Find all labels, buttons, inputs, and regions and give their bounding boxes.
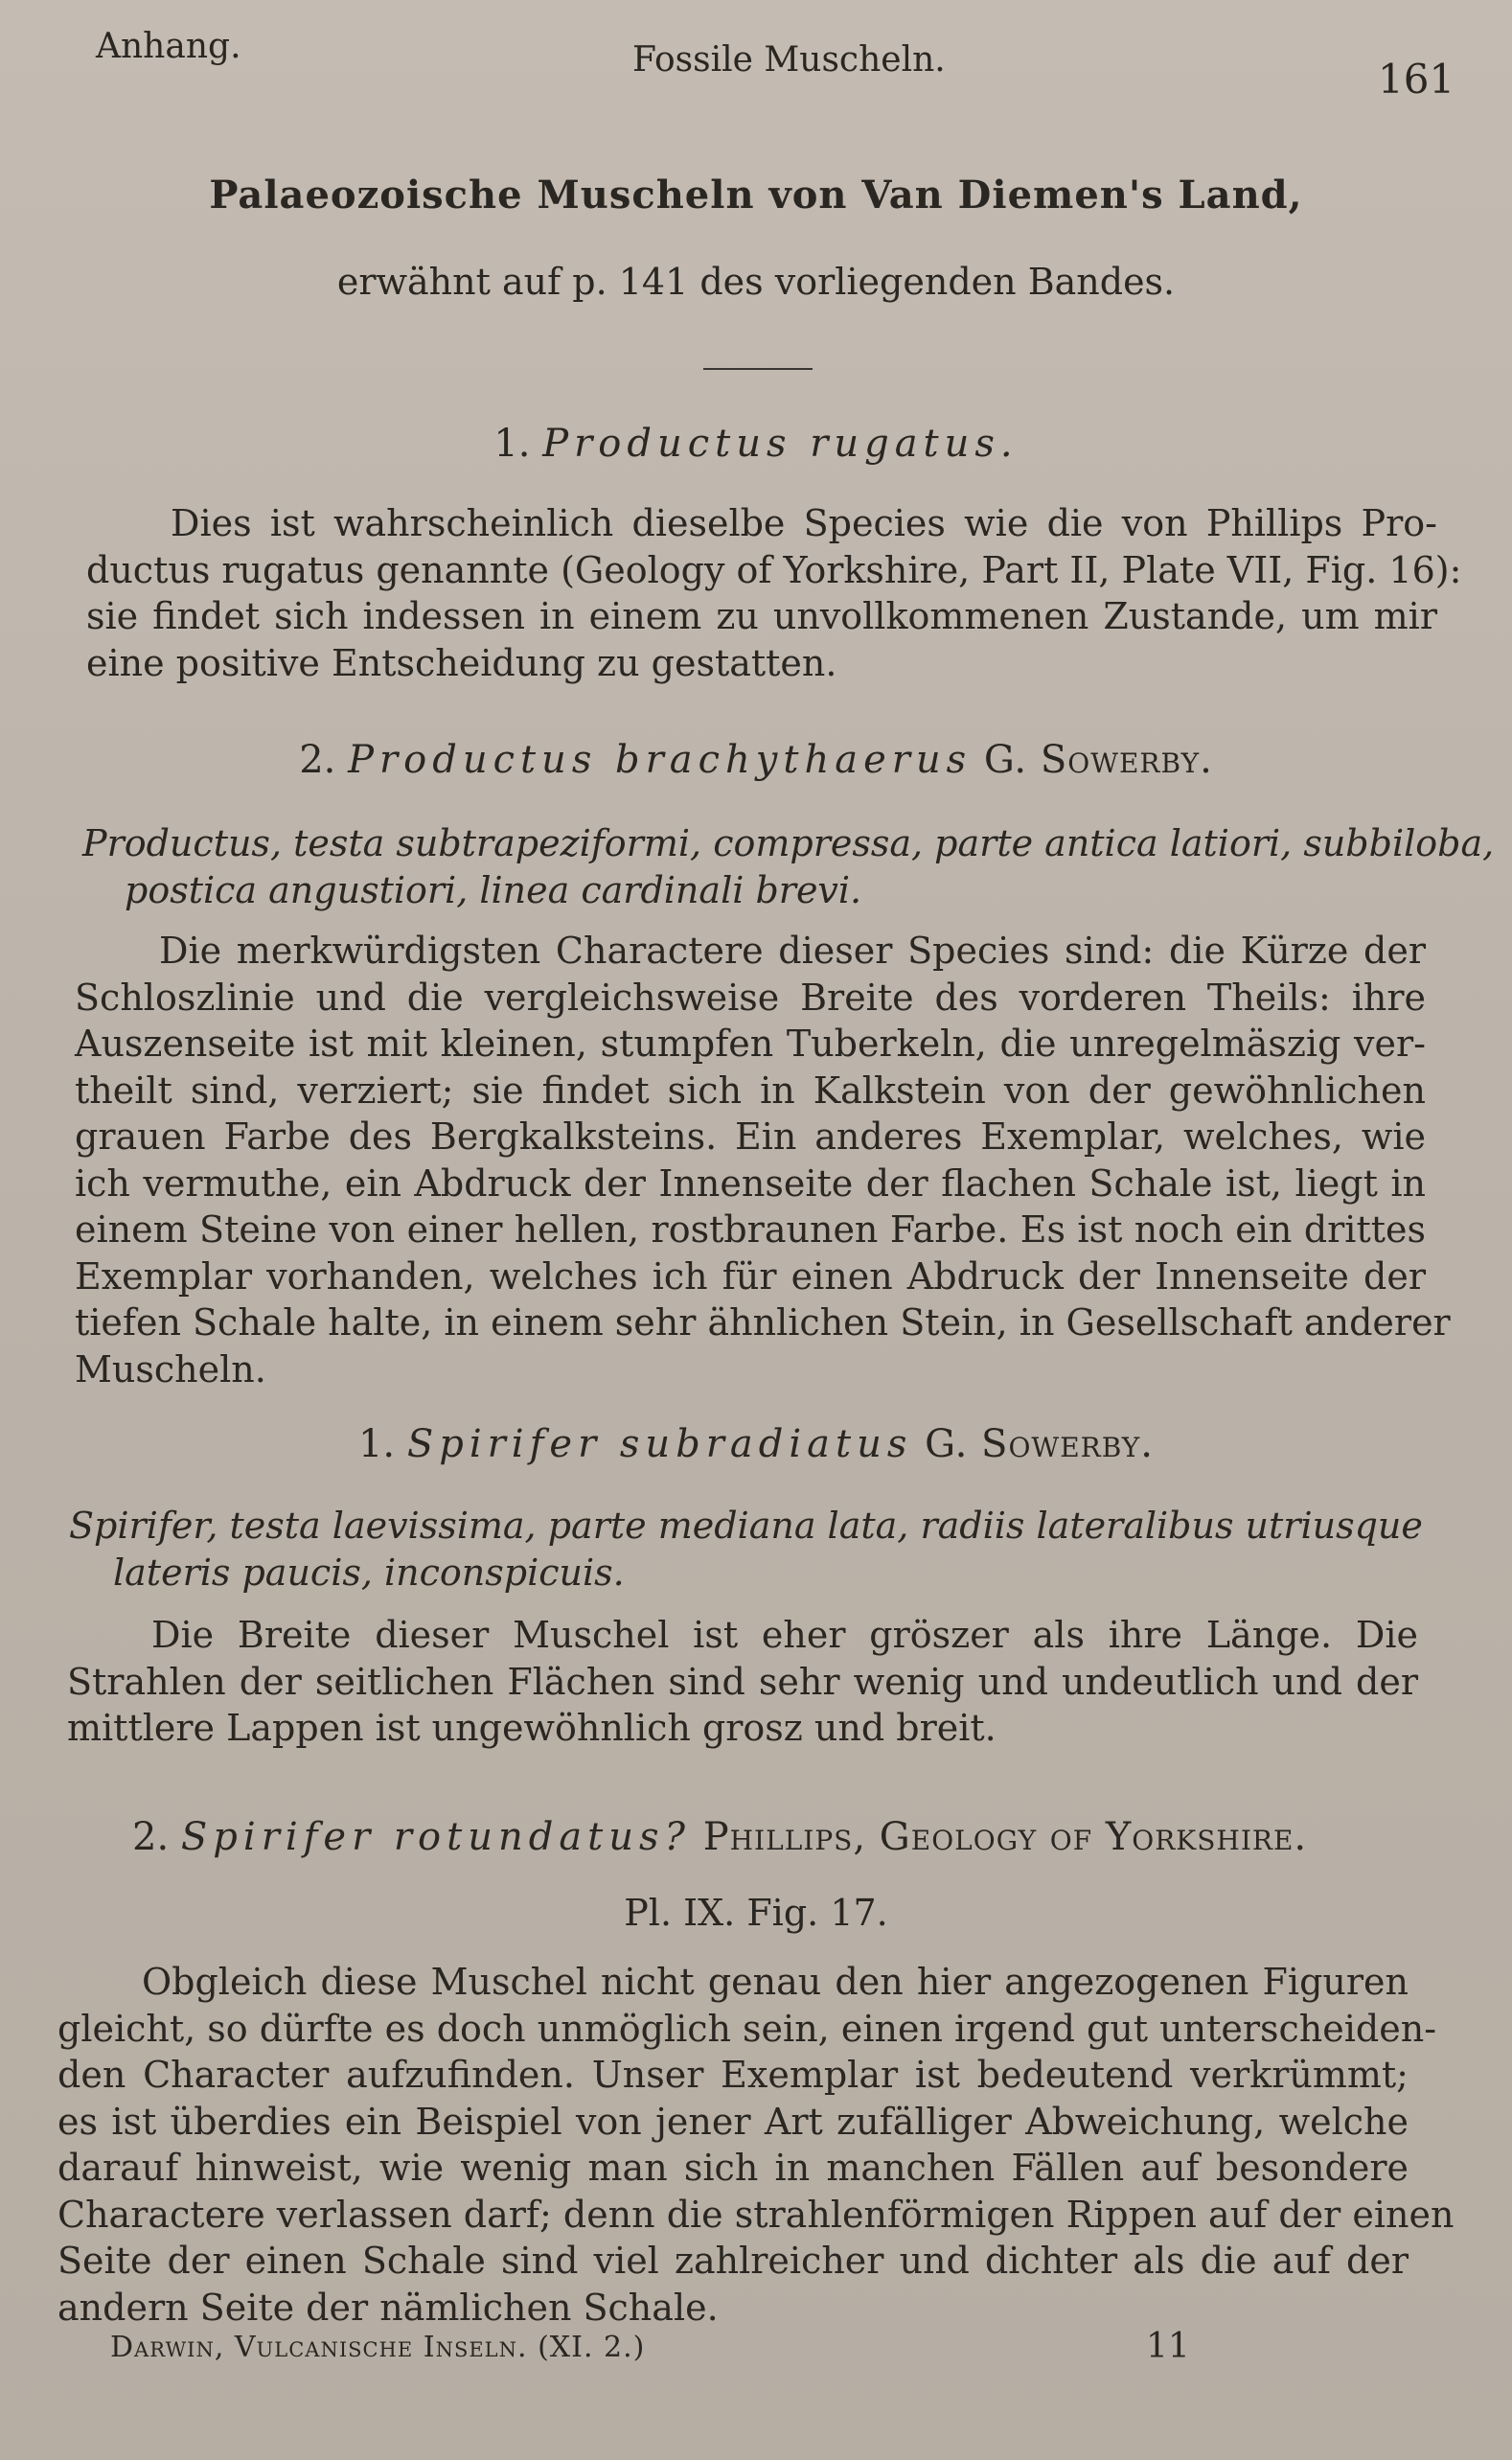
species-name: Spirifer rotundatus?: [180, 1815, 691, 1859]
latin-diagnosis-productus: [82, 820, 1495, 913]
plate-reference: Pl. IX. Fig. 17.: [624, 1892, 888, 1934]
section-heading-spirifer-subradiatus: [0, 1422, 1512, 1466]
text-line: Strahlen der seitlichen Flächen sind sehr wenig und undeutlich und der: [67, 1660, 1418, 1703]
text-line: tiefen Schale halte, in einem sehr ähnlichen Stein, in Gesellschaft anderer: [75, 1301, 1451, 1344]
species-name: Productus rugatus.: [542, 422, 1019, 466]
text-line: grauen Farbe des Bergkalksteins. Ein anderes Exemplar, welches, wie: [75, 1115, 1426, 1158]
text-line: lateris paucis, inconspicuis.: [113, 1551, 625, 1594]
text-line: mittlere Lappen ist ungewöhnlich grosz und breit.: [67, 1707, 997, 1749]
species-author: Phillips, Geology of Yorkshire.: [702, 1815, 1308, 1859]
text-line: Seite der einen Schale sind viel zahlreicher und dichter als die auf der: [57, 2240, 1409, 2282]
text-line: darauf hinweist, wie wenig man sich in manchen Fällen auf besondere: [57, 2147, 1409, 2189]
text-line: Schloszlinie und die vergleichsweise Breite des vorderen Theils: ihre: [75, 976, 1426, 1019]
section-number: 2.: [299, 738, 336, 782]
species-name: Spirifer subradiatus: [406, 1422, 913, 1466]
section-number: 1.: [357, 1422, 396, 1466]
text-line: postica angustiori, linea cardinali brevi.: [125, 868, 862, 911]
section-heading-spirifer-rotundatus: [132, 1815, 1378, 1859]
running-head-center: Fossile Muscheln.: [632, 40, 946, 80]
running-head-left: Anhang.: [96, 27, 241, 66]
text-line: Charactere verlassen darf; denn die strahlenförmigen Rippen auf der einen: [57, 2193, 1455, 2236]
text-line: Die merkwürdigsten Charactere dieser Species sind: die Kürze der: [159, 930, 1426, 972]
text-line: Spirifer, testa laevissima, parte mediana lata, radiis lateralibus utriusque: [69, 1505, 1423, 1547]
title-divider: [703, 368, 813, 370]
text-line: den Character aufzufinden. Unser Exemplar ist bedeutend verkrümmt;: [57, 2054, 1409, 2096]
text-line: eine positive Entscheidung zu gestatten.: [86, 641, 837, 684]
species-name: Productus brachythaerus: [348, 738, 973, 782]
latin-diagnosis-spirifer: [69, 1503, 1423, 1596]
section-heading-productus-rugatus: [0, 422, 1512, 466]
text-line: Die Breite dieser Muschel ist eher gröszer als ihre Länge. Die: [151, 1614, 1418, 1656]
page-number: 161: [1378, 56, 1455, 103]
paragraph-spirifer-subradiatus: [67, 1612, 1418, 1752]
page-title: Palaeozoische Muscheln von Van Diemen's Land,: [209, 172, 1303, 218]
text-line: Auszenseite ist mit kleinen, stumpfen Tuberkeln, die unregelmäszig ver-: [75, 1023, 1426, 1065]
paragraph-productus-brachythaerus: [75, 928, 1451, 1392]
section-number: 1.: [493, 422, 531, 466]
text-line: sie findet sich indessen in einem zu unvollkommenen Zustande, um mir: [86, 595, 1437, 637]
text-line: theilt sind, verziert; sie findet sich in Kalkstein von der gewöhnlichen: [75, 1069, 1426, 1112]
text-line: Muscheln.: [75, 1347, 266, 1391]
text-line: Dies ist wahrscheinlich dieselbe Species wie die von Phillips Pro-: [171, 502, 1437, 544]
paragraph-spirifer-rotundatus: [57, 1959, 1455, 2331]
species-author: G. Sowerby.: [983, 738, 1213, 782]
text-line: ductus rugatus genannte (Geology of Yorkshire, Part II, Plate VII, Fig. 16):: [86, 548, 1462, 591]
signature-number: 11: [1146, 2327, 1190, 2366]
species-author: G. Sowerby.: [925, 1422, 1154, 1466]
text-line: Obgleich diese Muschel nicht genau den hier angezogenen Figuren: [142, 1961, 1409, 2003]
section-heading-productus-brachythaerus: [0, 738, 1512, 782]
text-line: Exemplar vorhanden, welches ich für einen Abdruck der Innenseite der: [75, 1254, 1426, 1298]
text-line: Productus, testa subtrapeziformi, compressa, parte antica latiori, subbiloba,: [82, 822, 1495, 864]
text-line: es ist überdies ein Beispiel von jener Art zufälliger Abweichung, welche: [57, 2100, 1409, 2143]
text-line: andern Seite der nämlichen Schale.: [57, 2286, 719, 2329]
page-subtitle: erwähnt auf p. 141 des vorliegenden Bandes.: [336, 261, 1176, 303]
paragraph-productus-rugatus: [86, 500, 1462, 686]
section-number: 2.: [132, 1815, 170, 1859]
text-line: einem Steine von einer hellen, rostbraunen Farbe. Es ist noch ein drittes: [75, 1208, 1426, 1251]
text-line: gleicht, so dürfte es doch unmöglich sein, einen irgend gut unterscheiden-: [57, 2007, 1437, 2050]
text-line: ich vermuthe, ein Abdruck der Innenseite der flachen Schale ist, liegt in: [75, 1161, 1426, 1205]
footer-signature: Darwin, Vulcanische Inseln. (XI. 2.): [110, 2331, 646, 2364]
